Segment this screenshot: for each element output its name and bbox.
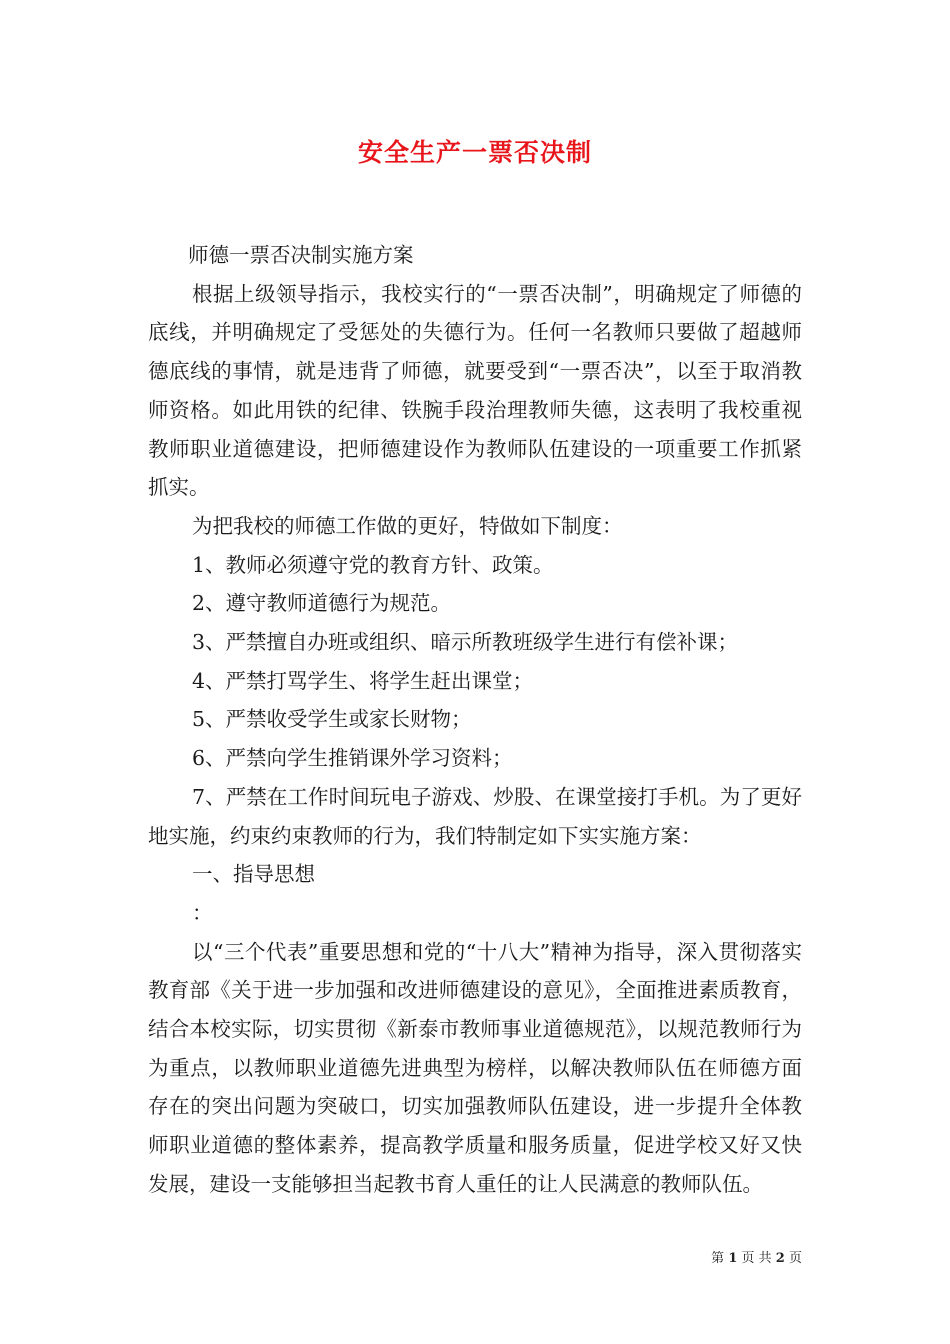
- footer-prefix: 第: [711, 1251, 725, 1266]
- paragraph: 根据上级领导指示，我校实行的“一票否决制”，明确规定了师德的底线，并明确规定了受惩处的失德行为。任何一名教师只要做了超越师德底线的事情，就是违背了师德，就要受到“一票否决”，以至于取消教师资格。如此用铁的纪律、铁腕手段治理教师失德，这表明了我校重视教师职业道德建设，把师德建设作为教师队伍建设的一项重要工作抓紧抓实。: [148, 281, 802, 500]
- page-footer: [711, 1247, 802, 1266]
- footer-suffix: 页: [788, 1251, 802, 1266]
- paragraph: ：: [192, 900, 213, 925]
- list-item: 5、严禁收受学生或家长财物；: [192, 707, 472, 732]
- list-item: 2、遵守教师道德行为规范。: [192, 591, 452, 616]
- paragraph: 以“三个代表”重要思想和党的“十八大”精神为指导，深入贯彻落实教育部《关于进一步加强和改进师德建设的意见》，全面推进素质教育，结合本校实际，切实贯彻《新泰市教师事业道德规范》，以规范教师行为为重点，以教师职业道德先进典型为榜样，以解决教师队伍在师德方面存在的突出问题为突破口，切实加强教师队伍建设，进一步提升全体教师职业道德的整体素养，提高教学质量和服务质量，促进学校又好又快发展，建设一支能够担当起教书育人重任的让人民满意的教师队伍。: [148, 939, 802, 1196]
- list-item: 6、严禁向学生推销课外学习资料；: [192, 746, 513, 771]
- document-body: [148, 236, 802, 1204]
- list-item: 1、教师必须遵守党的教育方针、政策。: [192, 552, 554, 577]
- footer-total-pages: 2: [775, 1251, 785, 1266]
- section-heading: 一、指导思想: [192, 862, 315, 887]
- subtitle: 师德一票否决制实施方案: [188, 243, 414, 267]
- list-item: 4、严禁打骂学生、将学生赶出课堂；: [192, 668, 534, 693]
- list-item: 7、严禁在工作时间玩电子游戏、炒股、在课堂接打手机。为了更好地实施，约束约束教师的行为，我们特制定如下实实施方案：: [148, 784, 802, 848]
- footer-middle: 页 共: [741, 1251, 772, 1266]
- list-item: 3、严禁擅自办班或组织、暗示所教班级学生进行有偿补课；: [192, 630, 739, 655]
- document-title: 安全生产一票否决制: [357, 138, 592, 167]
- paragraph: 为把我校的师德工作做的更好，特做如下制度：: [192, 513, 623, 538]
- footer-current-page: 1: [728, 1251, 738, 1266]
